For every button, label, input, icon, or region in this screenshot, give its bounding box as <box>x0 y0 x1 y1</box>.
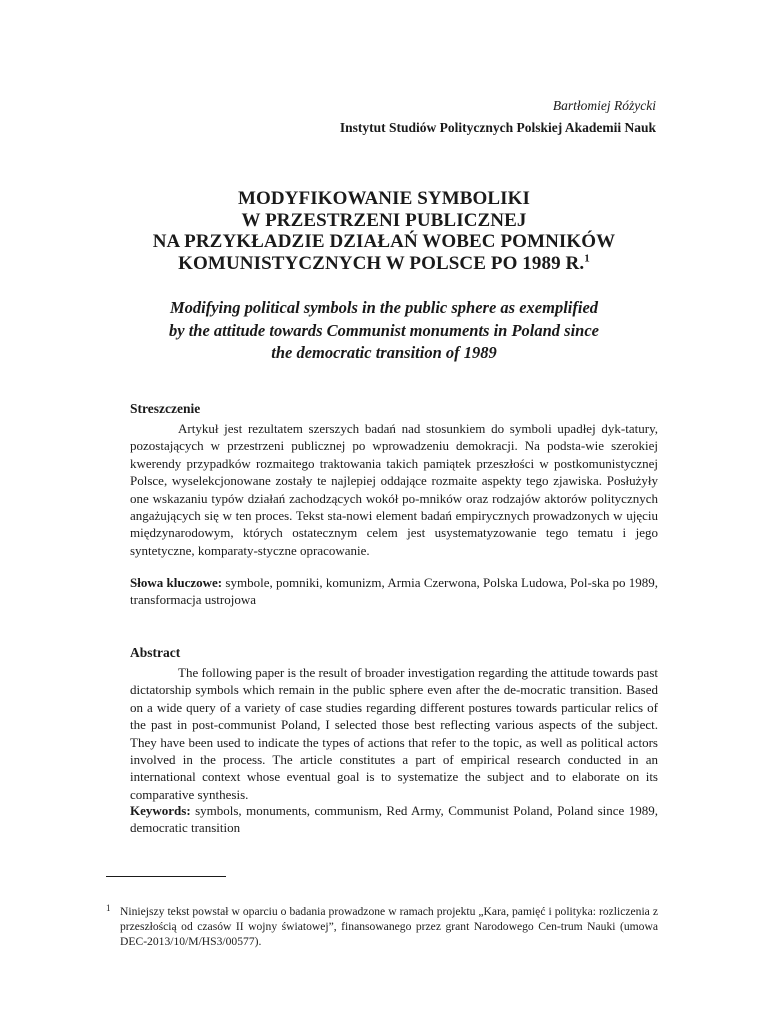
footnote-marker: 1 <box>106 903 111 913</box>
abstract-text <box>130 664 658 803</box>
footnote-divider <box>106 876 226 877</box>
title-line <box>100 253 668 275</box>
footnote <box>106 904 658 950</box>
title-line: W PRZESTRZENI PUBLICZNEJ <box>241 209 527 231</box>
author-affiliation: Instytut Studiów Politycznych Polskiej Akademii Nauk <box>339 120 656 135</box>
abstract-body: The following paper is the result of broader investigation regarding the attitude towards past dictatorship symbols which remain in the public sphere even after the de-mocratic transition. Based on a wide query of a variety of case studies regarding different postures towards particular relics of the past in post-communist Poland, I selected those best reflecting various aspects of the subject. They have been used to indicate the types of actions that refer to the topic, as well as political actors involved in the process. The article constitutes a part of empirical research conducted in an international context whose eventual goal is to systematize the subject and to elaborate on its comparative synthesis. <box>130 665 658 802</box>
subtitle-line: the democratic transition of 1989 <box>271 343 497 362</box>
english-keywords-label: Keywords: <box>130 803 191 818</box>
title-line: MODYFIKOWANIE SYMBOLIKI <box>237 188 531 209</box>
streszczenie-text <box>130 420 658 559</box>
footnote-text: Niniejszy tekst powstał w oparciu o badania prowadzone w ramach projektu „Kara, pamięć i polityka: rozliczenia z przeszłością od czasów II wojny światowej”, finansowanego przez grant Narodowego Cen-trum Nauki (umowa DEC-2013/10/M/HS3/00577). <box>120 905 658 949</box>
streszczenie-body: Artykuł jest rezultatem szerszych badań nad stosunkiem do symboli upadłej dyk-tatury, pozostających w przestrzeni publicznej po wprowadzeniu demokracji. Na podsta-wie szerokiej kwerendy przypadków rozmaitego traktowania takich pamiątek przeszłości w postkomunistycznej Polsce, wyselekcjonowane zostały te najlepiej oddające rozmaite aspekty tego zjawiska. Posłużyły one wskazaniu typów działań zachodzących wokół po-mników oraz rodzajów aktorów politycznych angażujących się w ten proces. Tekst sta-nowi element badań empirycznych prowadzonych w ujęciu międzynarodowym, których ostatecznym celem jest usystematyzowanie tego tematu i jego syntetyczne, komparaty-styczne opracowanie. <box>130 421 658 558</box>
author-name: Bartłomiej Różycki <box>552 98 656 113</box>
article-title <box>100 188 668 274</box>
polish-keywords-label: Słowa kluczowe: <box>130 575 223 590</box>
polish-keywords-list: symbole, pomniki, komunizm, Armia Czerwona, Polska Ludowa, Pol-ska po 1989, transformacja ustrojowa <box>130 575 658 608</box>
title-line: NA PRZYKŁADZIE DZIAŁAŃ WOBEC POMNIKÓW <box>152 231 616 252</box>
streszczenie-heading: Streszczenie <box>130 401 201 416</box>
subtitle-line: Modifying political symbols in the public sphere as exemplified <box>169 298 599 317</box>
title-line-text: KOMUNISTYCZNYCH W POLSCE PO 1989 R. <box>178 252 585 274</box>
polish-keywords <box>130 574 658 609</box>
english-title <box>110 297 658 365</box>
title-footnote-marker[interactable]: 1 <box>584 252 590 265</box>
abstract-heading: Abstract <box>130 645 181 660</box>
english-keywords <box>130 802 658 837</box>
english-keywords-list: symbols, monuments, communism, Red Army, Communist Poland, Poland since 1989, democratic transition <box>130 803 658 836</box>
subtitle-line: by the attitude towards Communist monuments in Poland since <box>169 320 599 340</box>
